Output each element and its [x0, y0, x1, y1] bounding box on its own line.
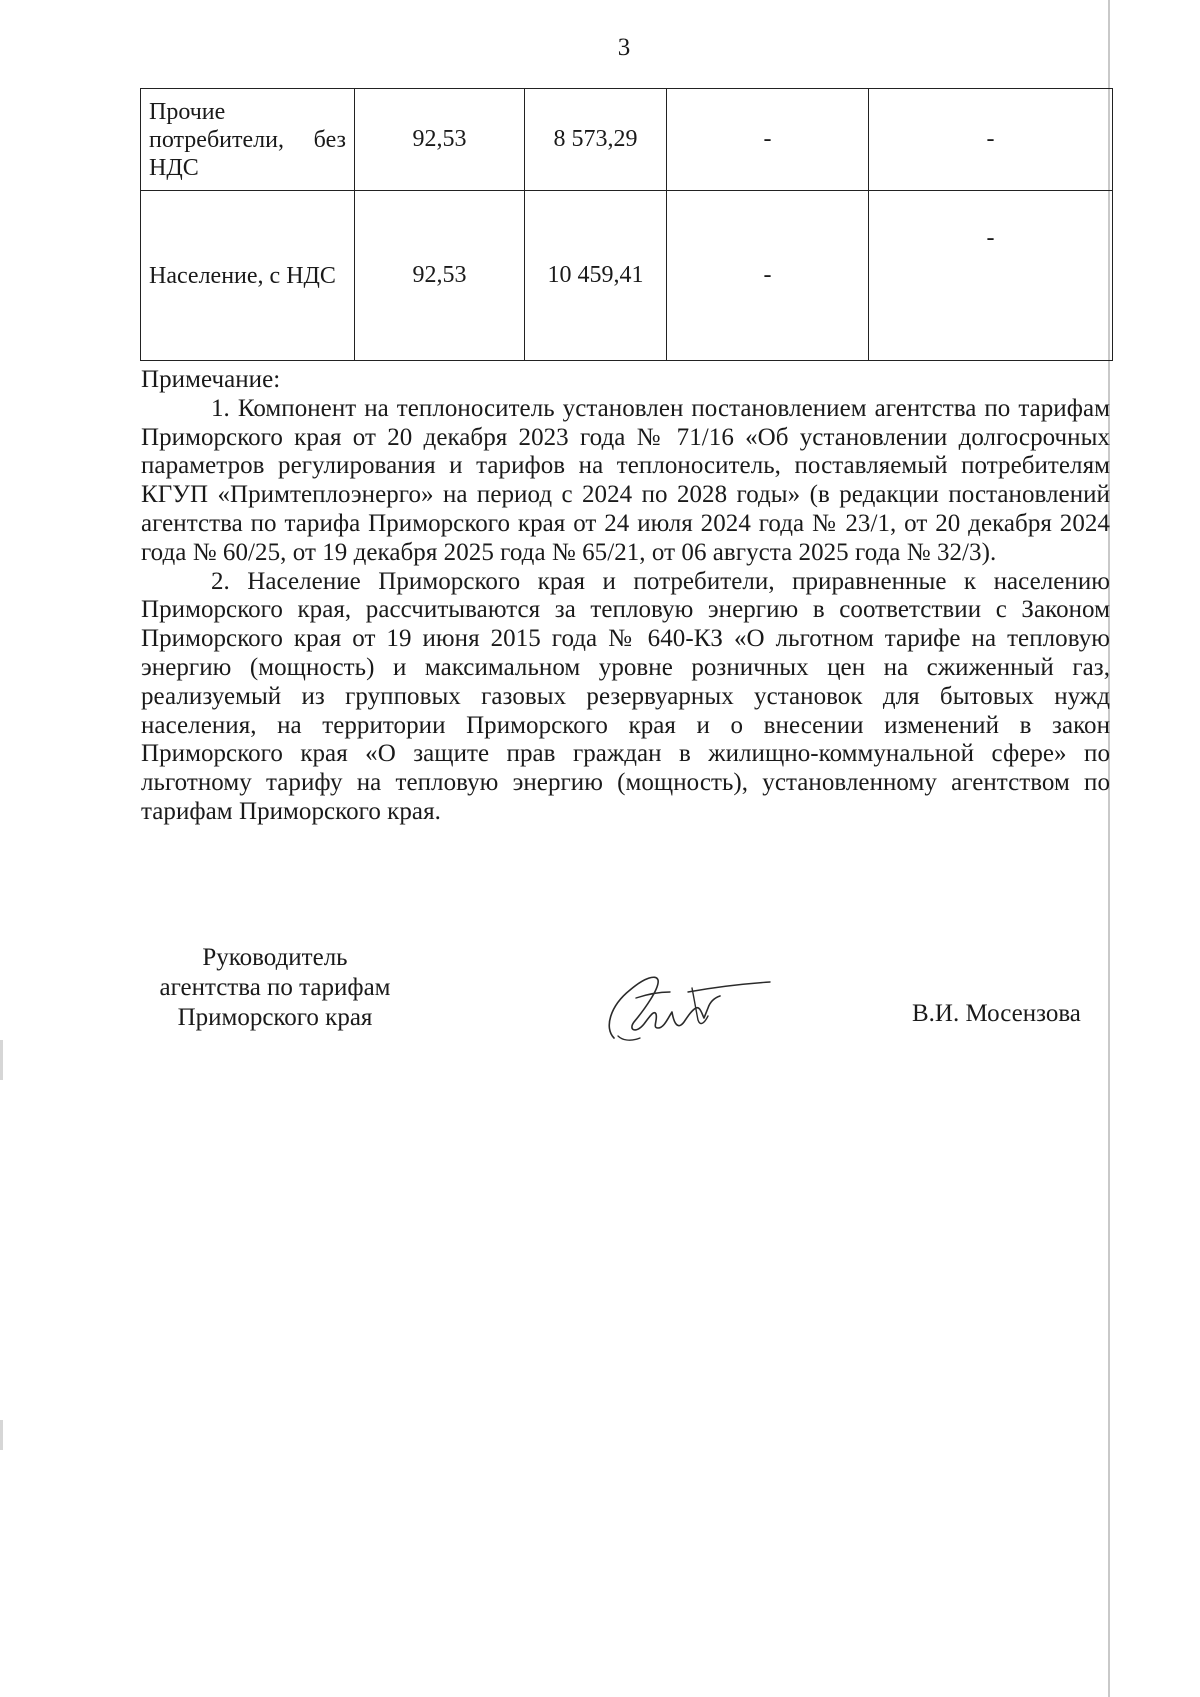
- scan-edge-mark: [0, 1040, 3, 1080]
- signatory-title: [130, 943, 420, 1033]
- value-cell: -: [667, 191, 869, 361]
- table-row: [141, 89, 1113, 191]
- page-number: 3: [617, 34, 631, 61]
- scan-edge-mark: [0, 1420, 3, 1450]
- signatory-title-line: агентства по тарифам: [159, 974, 391, 1001]
- notes-heading: Примечание:: [141, 366, 281, 393]
- signatory-title-line: Руководитель: [202, 944, 348, 971]
- value-cell: 10 459,41: [525, 191, 667, 361]
- signatory-title-line: Приморского края: [177, 1004, 373, 1031]
- notes-section: [141, 366, 1110, 827]
- handwritten-signature: [600, 958, 780, 1048]
- value-cell: 8 573,29: [525, 89, 667, 191]
- note-item: 2. Население Приморского края и потребители, приравненные к населению Приморского края, рассчитываются за тепловую энергию в соответствии с Законом Приморского края от 19 июня 2015 года № 640-КЗ «О льготном тарифе на тепловую энергию (мощность) и максимальном уровне розничных цен на сжиженный газ, реализуемый из групповых газовых резервуарных установок для бытовых нужд населения, на территории Приморского края и о внесении изменений в закон Приморского края «О защите прав граждан в жилищно-коммунальной сфере» по льготному тарифу на тепловую энергию (мощность), установленному агентством по тарифам Приморского края.: [141, 567, 1110, 825]
- value-cell: -: [869, 89, 1113, 191]
- note-item: 1. Компонент на теплоноситель установлен постановлением агентства по тарифам Приморского края от 20 декабря 2023 года № 71/16 «Об установлении долгосрочных параметров регулирования и тарифов на теплоноситель, поставляемый потребителям КГУП «Примтеплоэнерго» на период с 2024 по 2028 годы» (в редакции постановлений агентства по тарифа Приморского края от 24 июля 2024 года № 23/1, от 20 декабря 2024 года № 60/25, от 19 декабря 2025 года № 65/21, от 06 августа 2025 года № 32/3).: [141, 394, 1110, 566]
- value-cell: 92,53: [355, 191, 525, 361]
- consumer-cell: Прочие потребители, без НДС: [141, 89, 355, 191]
- signer-name: В.И. Мосензова: [912, 1000, 1081, 1027]
- value-cell: 92,53: [355, 89, 525, 191]
- value-cell: -: [667, 89, 869, 191]
- table-row: [141, 191, 1113, 361]
- tariff-table: [140, 88, 1113, 361]
- value-cell: -: [869, 191, 1113, 361]
- consumer-cell: Население, с НДС: [141, 191, 355, 361]
